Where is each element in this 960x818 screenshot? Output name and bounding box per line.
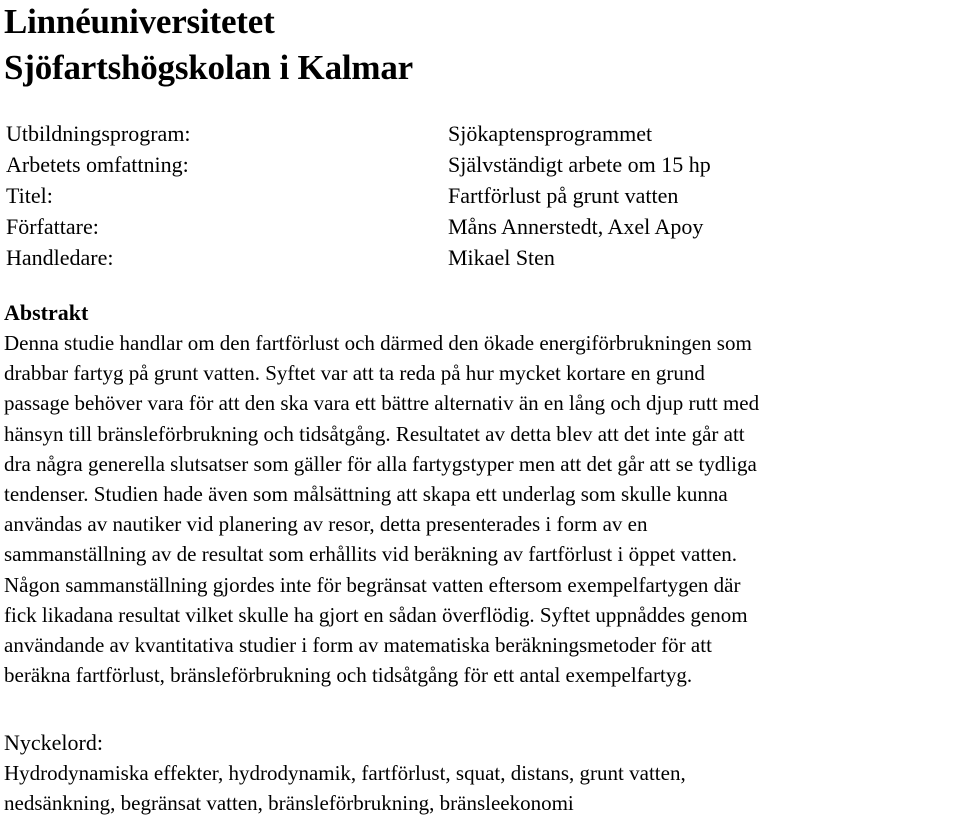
- abstract-line: användas av nautiker vid planering av resor, detta presenterades i form av en: [4, 512, 648, 537]
- abstract-line: fick likadana resultat vilket skulle ha gjort en sådan överflödig. Syftet uppnåddes genom: [4, 602, 748, 627]
- abstract-line: drabbar fartyg på grunt vatten. Syftet var att ta reda på hur mycket kortare en grund: [4, 361, 705, 386]
- metadata-label: Författare:: [6, 214, 99, 239]
- university-name: Linnéuniversitetet: [4, 2, 275, 41]
- abstract-line: passage behöver vara för att den ska vara ett bättre alternativ än en lång och djup rutt med: [4, 391, 760, 416]
- metadata-row-supervisor: [6, 242, 906, 273]
- keywords-text: [4, 758, 959, 818]
- keywords-line: Hydrodynamiska effekter, hydrodynamik, fartförlust, squat, distans, grunt vatten,: [4, 761, 686, 785]
- abstract-line: hänsyn till bränsleförbrukning och tidsåtgång. Resultatet av detta blev att det inte går att: [4, 421, 745, 446]
- abstract-line: tendenser. Studien hade även som målsättning att skapa ett underlag som skulle kunna: [4, 481, 728, 506]
- abstract-line: Denna studie handlar om den fartförlust och därmed den ökade energiförbrukningen som: [4, 331, 752, 355]
- metadata-row-scope: [6, 149, 906, 180]
- abstract-line: dra några generella slutsatser som gäller för alla fartygstyper men att det går att se tydliga: [4, 451, 757, 476]
- abstract-line: Någon sammanställning gjordes inte för begränsat vatten eftersom exempelfartygen där: [4, 572, 741, 597]
- metadata-value: Mikael Sten: [448, 245, 555, 270]
- abstract-line: användande av kvantitativa studier i form av matematiska beräkningsmetoder för att: [4, 632, 712, 657]
- metadata-row-authors: [6, 211, 906, 242]
- keywords-line: nedsänkning, begränsat vatten, bränsleförbrukning, bränsleekonomi: [4, 791, 574, 815]
- abstract-line: sammanställning av de resultat som erhållits vid beräkning av fartförlust i öppet vatten.: [4, 542, 738, 567]
- metadata-row-title: [6, 180, 906, 211]
- metadata-value: Måns Annerstedt, Axel Apoy: [448, 214, 704, 239]
- school-name: Sjöfartshögskolan i Kalmar: [4, 48, 413, 87]
- metadata-table: [6, 118, 906, 273]
- metadata-label: Titel:: [6, 183, 53, 208]
- abstract-text: [4, 328, 959, 690]
- abstract-heading: Abstrakt: [4, 300, 89, 325]
- metadata-label: Handledare:: [6, 245, 114, 270]
- metadata-value: Sjökaptensprogrammet: [448, 121, 653, 146]
- metadata-label: Arbetets omfattning:: [6, 152, 189, 177]
- keywords-heading: Nyckelord:: [4, 730, 103, 755]
- metadata-label: Utbildningsprogram:: [6, 121, 191, 146]
- metadata-value: Fartförlust på grunt vatten: [448, 183, 679, 208]
- abstract-line: beräkna fartförlust, bränsleförbrukning och tidsåtgång för ett antal exempelfartyg.: [4, 663, 693, 688]
- metadata-value: Självständigt arbete om 15 hp: [448, 152, 711, 177]
- metadata-row-program: [6, 118, 906, 149]
